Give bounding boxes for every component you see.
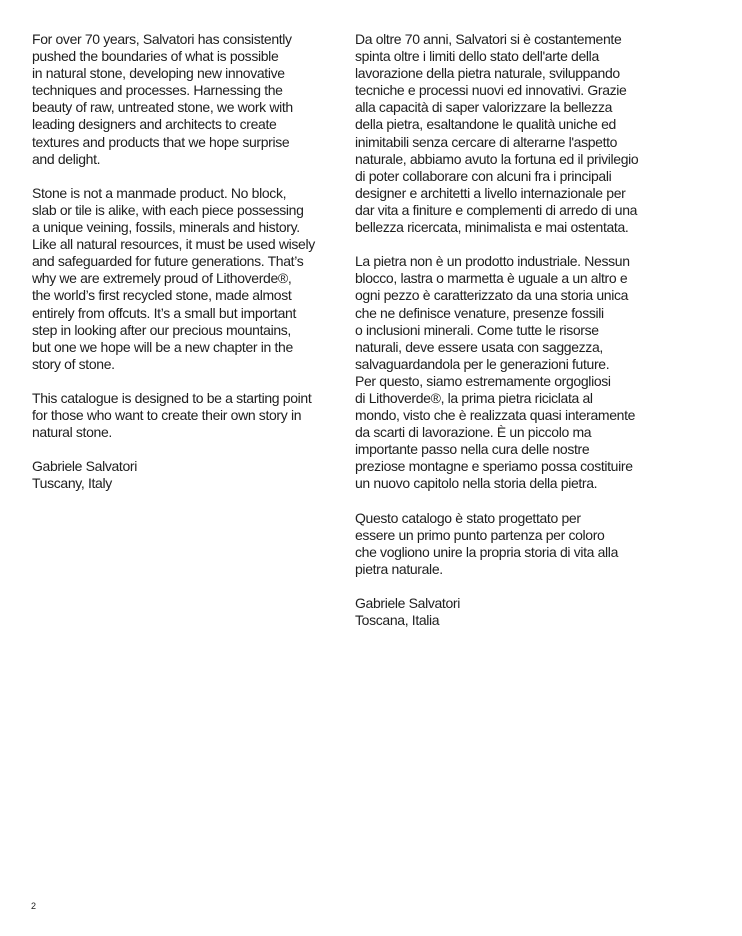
- text-line: di poter collaborare con alcuni fra i principali: [355, 167, 612, 184]
- text-line: Toscana, Italia: [355, 612, 440, 629]
- paragraph: [355, 253, 685, 492]
- text-line: dar vita a finiture e complementi di arredo di una: [355, 201, 638, 218]
- text-line: inimitabili senza cercare di alterarne l'aspetto: [355, 133, 618, 150]
- text-line: preziose montagne e speriamo possa costituire: [355, 458, 633, 475]
- text-line: della pietra, esaltandone le qualità uniche ed: [355, 116, 616, 133]
- signature: [355, 595, 685, 629]
- text-line: Like all natural resources, it must be used wisely: [32, 236, 315, 253]
- text-line: pietra naturale.: [355, 560, 443, 577]
- text-line: Per questo, siamo estremamente orgogliosi: [355, 372, 611, 389]
- text-line: Gabriele Salvatori: [32, 458, 137, 475]
- page-number: 2: [31, 901, 37, 911]
- text-line: slab or tile is alike, with each piece possessing: [32, 201, 304, 218]
- text-line: natural stone.: [32, 424, 112, 441]
- text-line: for those who want to create their own story in: [32, 407, 302, 424]
- text-line: pushed the boundaries of what is possible: [32, 48, 279, 65]
- text-line: in natural stone, developing new innovative: [32, 65, 285, 82]
- text-line: un nuovo capitolo nella storia della pietra.: [355, 475, 598, 492]
- text-line: and delight.: [32, 150, 101, 167]
- paragraph: [32, 31, 352, 168]
- text-line: tecniche e processi nuovi ed innovativi. Grazie: [355, 82, 627, 99]
- text-line: blocco, lastra o marmetta è uguale a un altro e: [355, 270, 628, 287]
- text-line: di Lithoverde®, la prima pietra riciclata al: [355, 389, 593, 406]
- text-line: entirely from offcuts. It’s a small but important: [32, 304, 296, 321]
- text-line: designer e architetti a livello internazionale per: [355, 184, 626, 201]
- paragraph: [32, 390, 352, 441]
- text-line: textures and products that we hope surprise: [32, 133, 290, 150]
- text-line: For over 70 years, Salvatori has consistently: [32, 31, 292, 47]
- text-line: alla capacità di saper valorizzare la bellezza: [355, 99, 613, 116]
- text-line: the world’s first recycled stone, made almost: [32, 287, 292, 304]
- text-line: lavorazione della pietra naturale, sviluppando: [355, 65, 620, 82]
- text-line: and safeguarded for future generations. That’s: [32, 253, 304, 270]
- text-line: naturali, deve essere usata con saggezza,: [355, 338, 603, 355]
- text-line: story of stone.: [32, 355, 115, 372]
- paragraph: [355, 510, 685, 578]
- text-line: Gabriele Salvatori: [355, 595, 460, 612]
- text-line: che ne definisce venature, presenze fossili: [355, 304, 604, 321]
- text-line: ogni pezzo è caratterizzato da una storia unica: [355, 287, 629, 304]
- text-line: beauty of raw, untreated stone, we work with: [32, 99, 293, 116]
- text-line: bellezza ricercata, minimalista e mai ostentata.: [355, 219, 629, 236]
- text-line: naturale, abbiamo avuto la fortuna ed il privilegio: [355, 150, 639, 167]
- text-line: step in looking after our precious mountains,: [32, 321, 291, 338]
- paragraph: [355, 31, 685, 236]
- text-line: da scarti di lavorazione. È un piccolo ma: [355, 424, 592, 441]
- text-line: a unique veining, fossils, minerals and history.: [32, 219, 300, 236]
- signature: [32, 458, 352, 492]
- text-line: why we are extremely proud of Lithoverde®,: [32, 270, 292, 287]
- text-line: Da oltre 70 anni, Salvatori si è costantemente: [355, 31, 622, 47]
- text-line: mondo, visto che è realizzata quasi interamente: [355, 407, 636, 424]
- english-column: [32, 31, 352, 510]
- text-line: Tuscany, Italy: [32, 475, 112, 492]
- text-line: essere un primo punto partenza per coloro: [355, 526, 605, 543]
- text-line: importante passo nella cura delle nostre: [355, 441, 590, 458]
- text-line: techniques and processes. Harnessing the: [32, 82, 283, 99]
- text-line: but one we hope will be a new chapter in the: [32, 338, 293, 355]
- italian-column: [355, 31, 685, 646]
- text-line: salvaguardandola per le generazioni future.: [355, 355, 610, 372]
- text-line: Questo catalogo è stato progettato per: [355, 509, 581, 526]
- text-line: Stone is not a manmade product. No block,: [32, 184, 287, 201]
- text-line: spinta oltre i limiti dello stato dell'arte della: [355, 48, 599, 65]
- text-line: La pietra non è un prodotto industriale. Nessun: [355, 253, 630, 270]
- text-line: This catalogue is designed to be a starting point: [32, 389, 312, 406]
- text-line: o inclusioni minerali. Come tutte le risorse: [355, 321, 599, 338]
- text-line: che vogliono unire la propria storia di vita alla: [355, 543, 619, 560]
- paragraph: [32, 185, 352, 373]
- text-line: leading designers and architects to create: [32, 116, 277, 133]
